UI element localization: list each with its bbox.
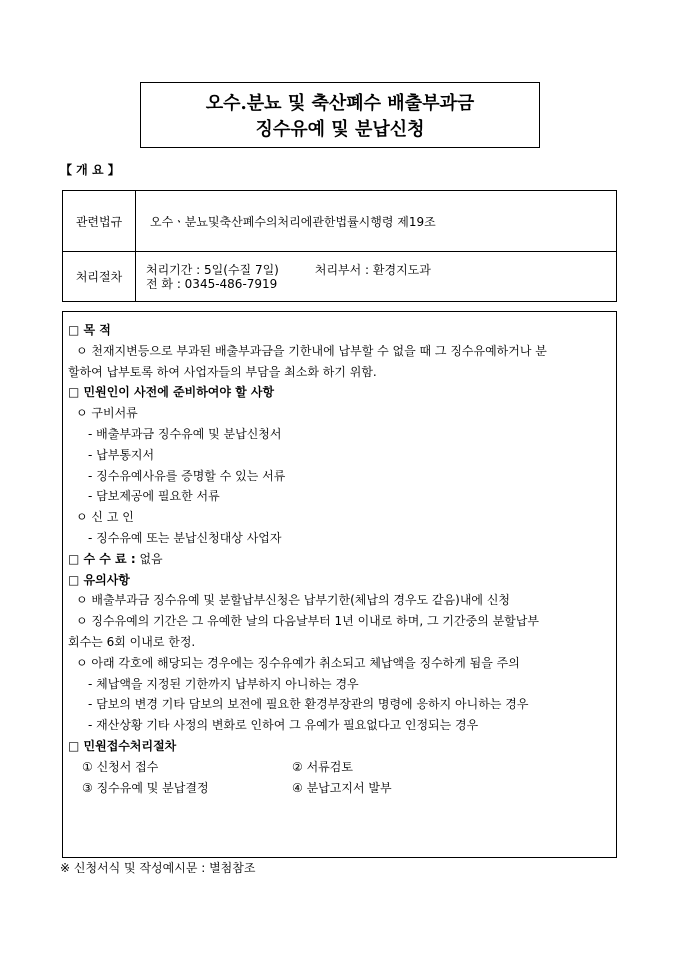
notes-heading: □ 유의사항 [68,572,130,587]
fee-value: 없음 [139,551,163,566]
reporter-label: ㅇ 신 고 인 [76,510,134,525]
doc-item: - 담보제공에 필요한 서류 [88,489,220,504]
note-3: ㅇ 아래 각호에 해당되는 경우에는 징수유예가 취소되고 체납액을 징수하게 됨을 주의 [76,655,520,670]
doc-item: - 납부통지서 [88,447,155,462]
docs-label: ㅇ 구비서류 [76,406,138,421]
note-1: ㅇ 배출부과금 징수유예 및 분할납부신청은 납부기한(체납의 경우도 같음)내에 신청 [76,593,511,608]
law-label: 관련법규 [63,191,136,252]
main-content-box [62,311,617,858]
process-step-3: ③ 징수유예 및 분납결정 [82,780,209,795]
proc-label: 처리절차 [63,252,136,302]
doc-item: - 징수유예사유를 증명할 수 있는 서류 [88,468,286,483]
note-3-item: - 재산상황 기타 사정의 변화로 인하여 그 유예가 필요없다고 인정되는 경우 [88,718,479,733]
title-line-1: 오수.분뇨 및 축산폐수 배출부과금 [205,93,475,114]
overview-label: 【 개 요 】 [60,163,120,177]
doc-item: - 배출부과금 징수유예 및 분납신청서 [88,426,282,441]
proc-dept: 처리부서 : 환경지도과 [314,262,431,277]
purpose-text-2: 할하여 납부토록 하여 사업자들의 부담을 최소화 하기 위함. [68,364,377,379]
proc-period: 처리기간 : 5일(수질 7일) [146,262,279,277]
process-heading: □ 민원접수처리절차 [68,738,177,753]
process-step-4: ④ 분납고지서 발부 [292,780,392,795]
note-2b: 회수는 6회 이내로 한정. [68,634,196,649]
info-table [62,190,617,302]
title-line-2: 징수유예 및 분납신청 [255,119,425,140]
note-2a: ㅇ 징수유예의 기간은 그 유예한 날의 다음날부터 1년 이내로 하며, 그 기간중의 분할납부 [76,614,539,629]
purpose-text-1: ㅇ 천재지변등으로 부과된 배출부과금을 기한내에 납부할 수 없을 때 그 징수유예하거나 분 [76,343,547,358]
note-3-item: - 담보의 변경 기타 담보의 보전에 필요한 환경부장관의 명령에 응하지 아니하는 경우 [88,697,529,712]
proc-value [136,252,617,302]
footer-note: ※ 신청서식 및 작성예시문 : 별첨참조 [60,861,256,875]
note-3-item: - 체납액을 지정된 기한까지 납부하지 아니하는 경우 [88,676,359,691]
law-value: 오수ㆍ분뇨및축산폐수의처리에관한법률시행령 제19조 [136,191,617,252]
prep-heading: □ 민원인이 사전에 준비하여야 할 사항 [68,385,275,400]
proc-phone: 전 화 : 0345-486-7919 [146,276,278,291]
reporter-item: - 징수유예 또는 분납신청대상 사업자 [88,530,282,545]
process-step-2: ② 서류검토 [292,759,353,774]
process-step-1: ① 신청서 접수 [82,759,159,774]
purpose-heading: □ 목 적 [68,323,111,337]
fee-heading: □ 수 수 료 : [68,551,136,566]
document-title-box [140,82,540,148]
